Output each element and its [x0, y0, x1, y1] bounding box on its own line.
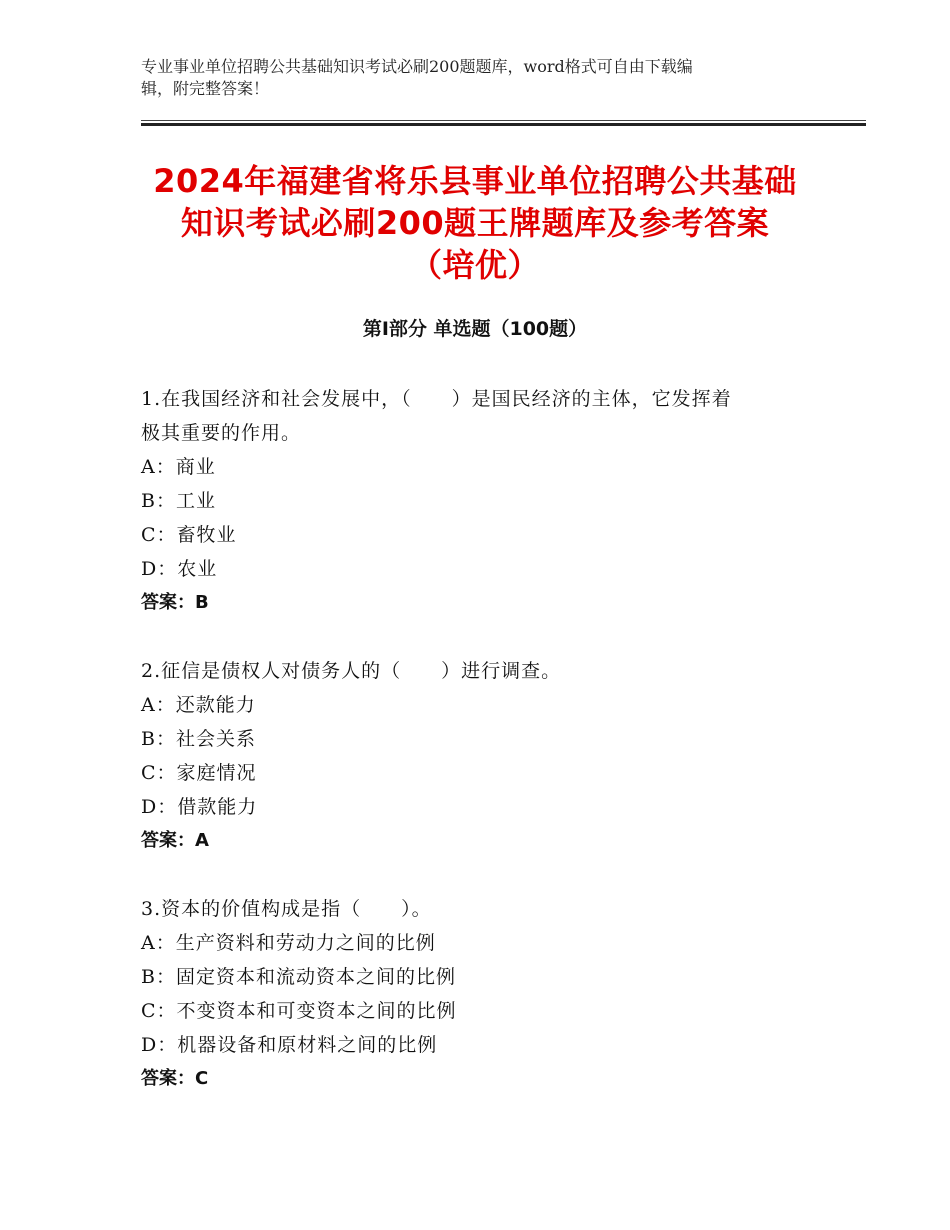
option-b: B：固定资本和流动资本之间的比例 — [141, 966, 456, 988]
title-line-1: 2024年福建省将乐县事业单位招聘公共基础 — [153, 162, 797, 200]
question-2 — [141, 654, 821, 858]
header-note-line-2: 辑，附完整答案！ — [141, 79, 270, 98]
option-d: D：农业 — [141, 558, 218, 580]
question-stem: 1.在我国经济和社会发展中，（ ）是国民经济的主体，它发挥着 — [141, 388, 732, 410]
header-rule-thick — [141, 123, 866, 126]
answer: 答案：C — [141, 1068, 209, 1089]
question-stem: 3.资本的价值构成是指（ ）。 — [141, 898, 432, 920]
option-d: D：机器设备和原材料之间的比例 — [141, 1034, 438, 1056]
question-1 — [141, 382, 821, 620]
header-note — [141, 56, 801, 100]
document-title — [100, 160, 850, 286]
option-c: C：畜牧业 — [141, 524, 237, 546]
option-a: A：生产资料和劳动力之间的比例 — [141, 932, 436, 954]
section-title: 第Ⅰ部分 单选题（100题） — [362, 318, 588, 340]
answer: 答案：B — [141, 592, 209, 613]
question-list — [141, 382, 821, 1130]
option-d: D：借款能力 — [141, 796, 258, 818]
option-a: A：商业 — [141, 456, 216, 478]
header-note-line-1: 专业事业单位招聘公共基础知识考试必刷200题题库，word格式可自由下载编 — [141, 57, 693, 76]
option-a: A：还款能力 — [141, 694, 256, 716]
answer: 答案：A — [141, 830, 209, 851]
question-stem: 2.征信是债权人对债务人的（ ）进行调查。 — [141, 660, 562, 682]
option-b: B：社会关系 — [141, 728, 256, 750]
question-stem-continued: 极其重要的作用。 — [141, 422, 302, 444]
question-3 — [141, 892, 821, 1096]
title-line-3: （培优） — [409, 246, 540, 284]
option-c: C：家庭情况 — [141, 762, 257, 784]
option-b: B：工业 — [141, 490, 216, 512]
title-line-2: 知识考试必刷200题王牌题库及参考答案 — [180, 204, 770, 242]
option-c: C：不变资本和可变资本之间的比例 — [141, 1000, 457, 1022]
header-rule-thin — [141, 120, 866, 121]
